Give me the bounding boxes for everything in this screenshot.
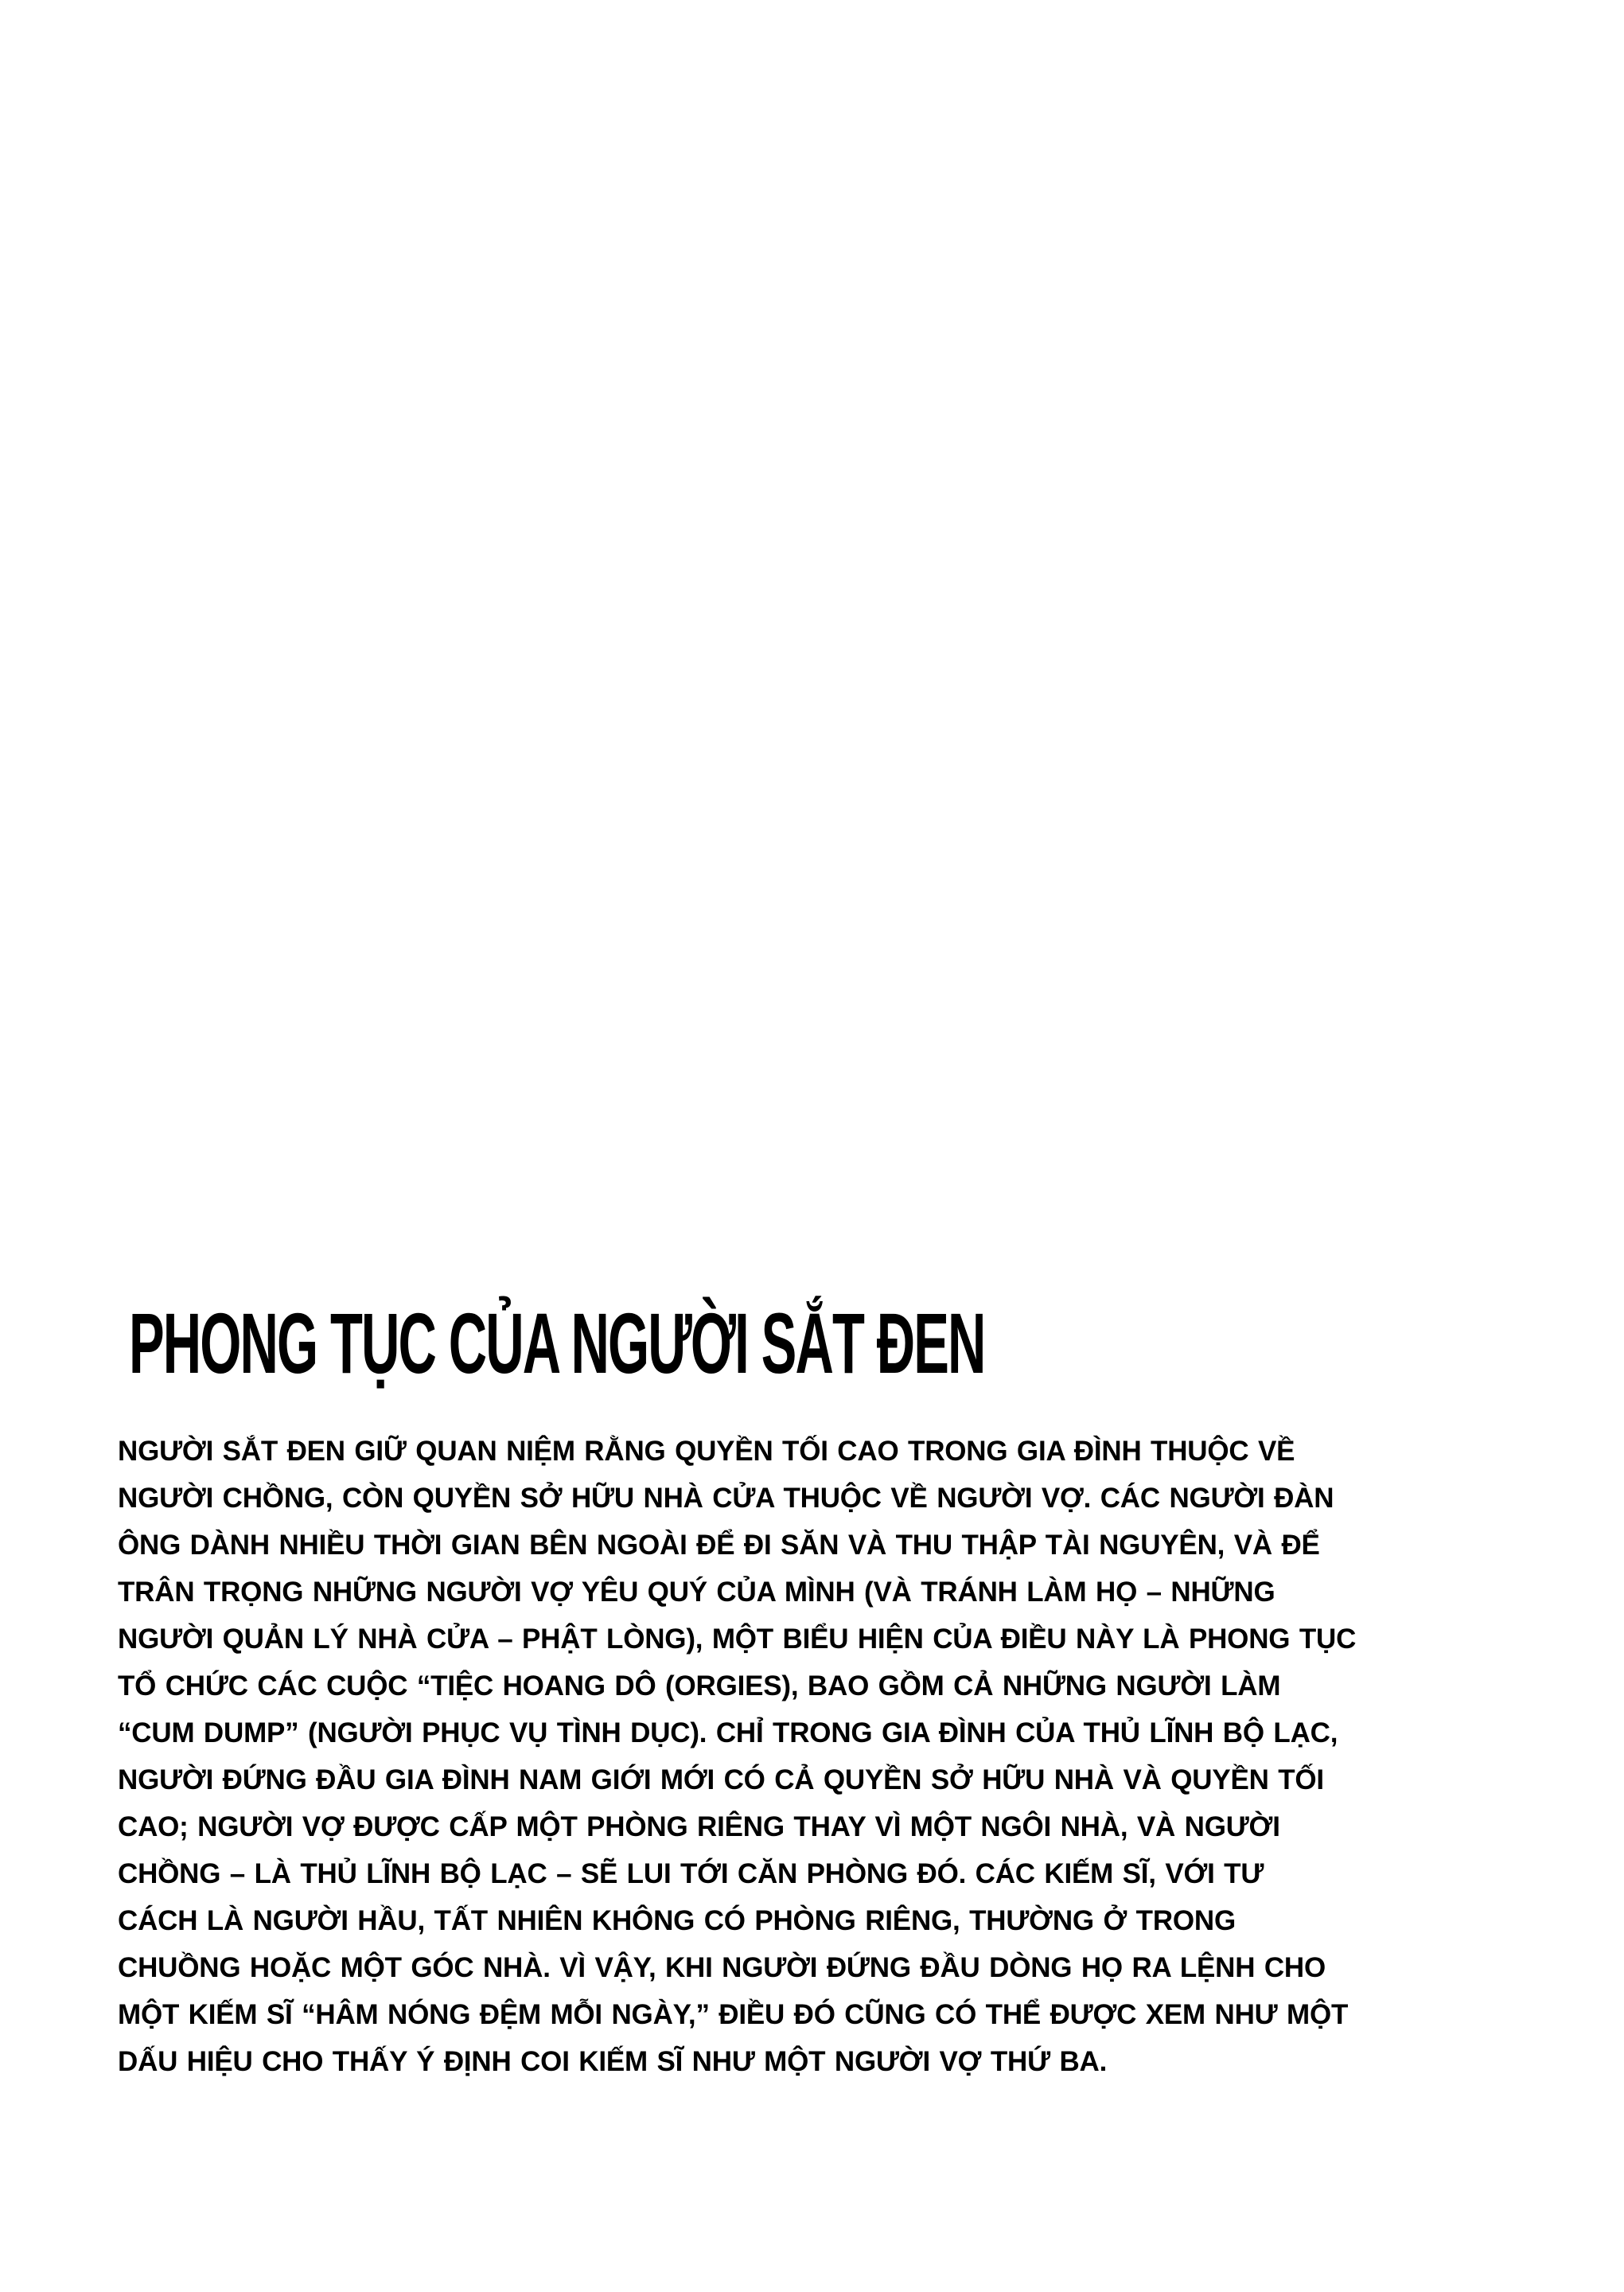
body-paragraph xyxy=(118,1428,1470,2085)
body-line: CAO; NGƯỜI VỢ ĐƯỢC CẤP MỘT PHÒNG RIÊNG THAY VÌ MỘT NGÔI NHÀ, VÀ NGƯỜI xyxy=(118,1811,1280,1842)
body-line: DẤU HIỆU CHO THẤY Ý ĐỊNH COI KIẾM SĨ NHƯ MỘT NGƯỜI VỢ THỨ BA. xyxy=(118,2046,1108,2077)
body-line: NGƯỜI SẮT ĐEN GIỮ QUAN NIỆM RẰNG QUYỀN TỐI CAO TRONG GIA ĐÌNH THUỘC VỀ xyxy=(118,1436,1295,1467)
body-line: TỔ CHỨC CÁC CUỘC “TIỆC HOANG DÔ (ORGIES), BAO GỒM CẢ NHỮNG NGƯỜI LÀM xyxy=(118,1670,1281,1701)
page-title: PHONG TỤC CỦA NGƯỜI SẮT ĐEN xyxy=(129,1295,985,1391)
body-line: “CUM DUMP” (NGƯỜI PHỤC VỤ TÌNH DỤC). CHỈ TRONG GIA ĐÌNH CỦA THỦ LĨNH BỘ LẠC, xyxy=(118,1717,1338,1748)
body-line: CHUỒNG HOẶC MỘT GÓC NHÀ. VÌ VẬY, KHI NGƯỜI ĐỨNG ĐẦU DÒNG HỌ RA LỆNH CHO xyxy=(118,1952,1326,1983)
body-line: NGƯỜI CHỒNG, CÒN QUYỀN SỞ HỮU NHÀ CỬA THUỘC VỀ NGƯỜI VỢ. CÁC NGƯỜI ĐÀN xyxy=(118,1483,1334,1514)
body-line: TRÂN TRỌNG NHỮNG NGƯỜI VỢ YÊU QUÝ CỦA MÌNH (VÀ TRÁNH LÀM HỌ – NHỮNG xyxy=(118,1577,1275,1608)
body-line: CÁCH LÀ NGƯỜI HẦU, TẤT NHIÊN KHÔNG CÓ PHÒNG RIÊNG, THƯỜNG Ở TRONG xyxy=(118,1905,1236,1936)
body-line: NGƯỜI ĐỨNG ĐẦU GIA ĐÌNH NAM GIỚI MỚI CÓ CẢ QUYỀN SỞ HỮU NHÀ VÀ QUYỀN TỐI xyxy=(118,1764,1324,1795)
body-line: NGƯỜI QUẢN LÝ NHÀ CỬA – PHẬT LÒNG), MỘT BIỂU HIỆN CỦA ĐIỀU NÀY LÀ PHONG TỤC xyxy=(118,1624,1357,1655)
body-line: MỘT KIẾM SĨ “HÂM NÓNG ĐỆM MỖI NGÀY,” ĐIỀU ĐÓ CŨNG CÓ THỂ ĐƯỢC XEM NHƯ MỘT xyxy=(118,1999,1349,2030)
body-line: ÔNG DÀNH NHIỀU THỜI GIAN BÊN NGOÀI ĐỂ ĐI SĂN VÀ THU THẬP TÀI NGUYÊN, VÀ ĐỂ xyxy=(118,1530,1320,1561)
body-line: CHỒNG – LÀ THỦ LĨNH BỘ LẠC – SẼ LUI TỚI CĂN PHÒNG ĐÓ. CÁC KIẾM SĨ, VỚI TƯ xyxy=(118,1858,1264,1889)
